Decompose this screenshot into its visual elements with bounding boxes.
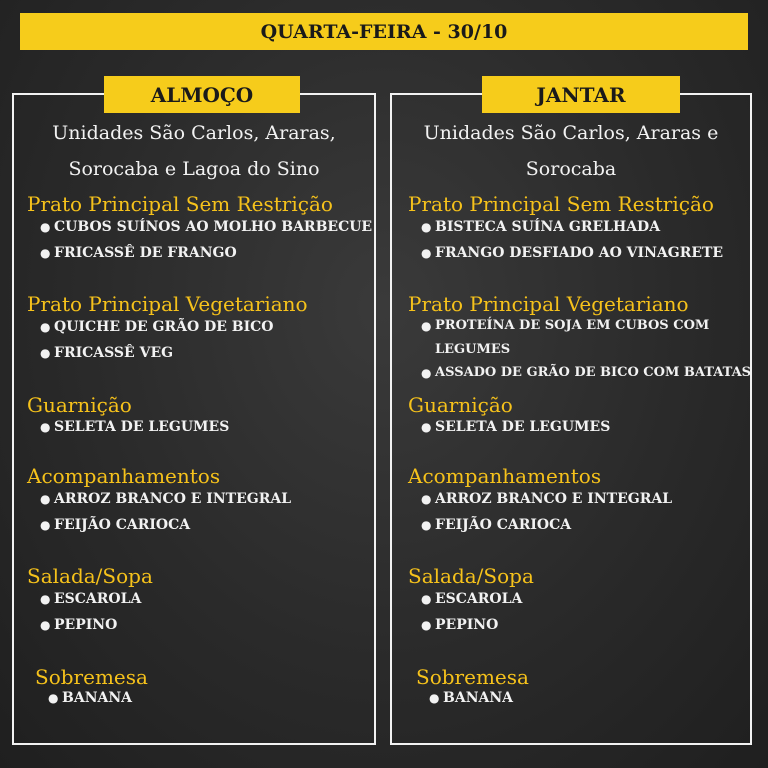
bullet-icon: ●: [48, 691, 59, 705]
dinner-section-title: Salada/Sopa: [408, 564, 534, 588]
lunch-units-line2: Sorocaba e Lagoa do Sino: [68, 158, 320, 180]
bullet-icon: ●: [421, 518, 432, 532]
bullet-icon: ●: [40, 592, 51, 606]
item-text: FEIJÃO CARIOCA: [54, 517, 191, 533]
lunch-item: [40, 617, 117, 633]
lunch-item: [40, 245, 237, 261]
lunch-item: [40, 419, 229, 435]
item-text: ARROZ BRANCO E INTEGRAL: [54, 491, 292, 507]
lunch-units: [14, 115, 374, 187]
bullet-icon: ●: [40, 518, 51, 532]
bullet-icon: ●: [40, 492, 51, 506]
item-text: PROTEÍNA DE SOJA EM CUBOS COM: [435, 318, 710, 333]
lunch-title: ALMOÇO: [104, 76, 300, 113]
dinner-item: [421, 617, 498, 633]
lunch-section-title: Guarnição: [27, 393, 132, 417]
bullet-icon: ●: [40, 246, 51, 260]
bullet-icon: ●: [40, 346, 51, 360]
item-text: BANANA: [62, 690, 133, 706]
item-text: FRICASSÊ DE FRANGO: [54, 245, 237, 261]
dinner-section-title: Guarnição: [408, 393, 513, 417]
lunch-section-title: Acompanhamentos: [27, 464, 221, 488]
bullet-icon: ●: [421, 318, 432, 333]
lunch-item: [40, 491, 291, 507]
lunch-section-title: Prato Principal Sem Restrição: [27, 192, 333, 216]
lunch-item: [40, 517, 190, 533]
item-text: CUBOS SUÍNOS AO MOLHO BARBECUE: [54, 219, 373, 235]
lunch-units-line1: Unidades São Carlos, Araras,: [52, 122, 336, 144]
dinner-title: JANTAR: [482, 76, 680, 113]
dinner-item: [421, 517, 571, 533]
item-text: FRANGO DESFIADO AO VINAGRETE: [435, 245, 724, 261]
item-text: FEIJÃO CARIOCA: [435, 517, 572, 533]
bullet-icon: ●: [421, 220, 432, 234]
dinner-item-continuation: [435, 342, 510, 357]
dinner-item: [421, 491, 672, 507]
item-text: LEGUMES: [435, 342, 511, 357]
item-text: SELETA DE LEGUMES: [54, 419, 230, 435]
dinner-section-title: Prato Principal Sem Restrição: [408, 192, 714, 216]
lunch-item: [48, 690, 132, 706]
bullet-icon: ●: [421, 592, 432, 606]
bullet-icon: ●: [421, 246, 432, 260]
item-text: PEPINO: [54, 617, 118, 633]
dinner-item: [421, 318, 709, 333]
dinner-item: [421, 219, 660, 235]
item-text: PEPINO: [435, 617, 499, 633]
dinner-item: [421, 419, 610, 435]
dinner-units: [392, 115, 750, 187]
item-text: BANANA: [443, 690, 514, 706]
item-text: FRICASSÊ VEG: [54, 345, 174, 361]
lunch-section-title: Sobremesa: [35, 665, 148, 689]
bullet-icon: ●: [40, 320, 51, 334]
bullet-icon: ●: [40, 420, 51, 434]
dinner-units-line1: Unidades São Carlos, Araras e: [423, 122, 719, 144]
bullet-icon: ●: [429, 691, 440, 705]
dinner-section-title: Acompanhamentos: [408, 464, 602, 488]
dinner-item: [421, 365, 751, 380]
item-text: ESCAROLA: [435, 591, 523, 607]
lunch-item: [40, 345, 173, 361]
lunch-section-title: Prato Principal Vegetariano: [27, 292, 308, 316]
item-text: ASSADO DE GRÃO DE BICO COM BATATAS: [435, 365, 752, 380]
lunch-item: [40, 319, 273, 335]
lunch-item: [40, 219, 372, 235]
bullet-icon: ●: [40, 220, 51, 234]
bullet-icon: ●: [421, 492, 432, 506]
lunch-item: [40, 591, 141, 607]
dinner-item: [429, 690, 513, 706]
item-text: BISTECA SUÍNA GRELHADA: [435, 219, 661, 235]
bullet-icon: ●: [421, 420, 432, 434]
lunch-section-title: Salada/Sopa: [27, 564, 153, 588]
dinner-item: [421, 591, 522, 607]
dinner-section-title: Prato Principal Vegetariano: [408, 292, 689, 316]
item-text: SELETA DE LEGUMES: [435, 419, 611, 435]
bullet-icon: ●: [421, 618, 432, 632]
item-text: ARROZ BRANCO E INTEGRAL: [435, 491, 673, 507]
date-banner: QUARTA-FEIRA - 30/10: [20, 13, 748, 50]
item-text: QUICHE DE GRÃO DE BICO: [54, 319, 274, 335]
dinner-units-line2: Sorocaba: [525, 158, 617, 180]
bullet-icon: ●: [421, 365, 432, 380]
dinner-section-title: Sobremesa: [416, 665, 529, 689]
item-text: ESCAROLA: [54, 591, 142, 607]
dinner-item: [421, 245, 723, 261]
bullet-icon: ●: [40, 618, 51, 632]
